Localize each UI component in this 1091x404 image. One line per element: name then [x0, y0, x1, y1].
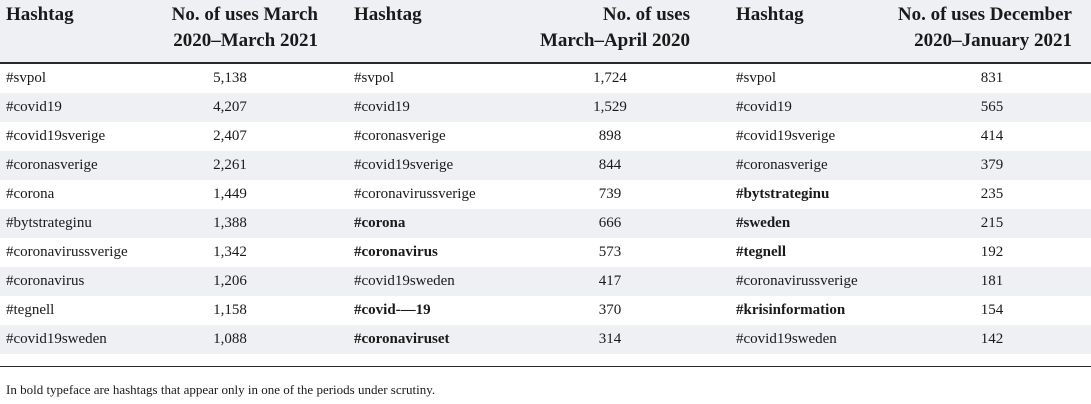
- hashtag-cell-col3: #svpol: [736, 70, 777, 86]
- hashtag-cell-col3: #covid19sweden: [736, 331, 837, 347]
- hashtag-cell-col3: #coronavirussverige: [736, 273, 858, 289]
- uses-cell-col3: 831: [980, 70, 1004, 86]
- hashtag-cell-col3: #covid19: [736, 99, 792, 115]
- hashtag-cell-col3: #bytstrateginu: [736, 186, 830, 202]
- header-uses-col3-line2: 2020–January 2021: [914, 30, 1072, 51]
- table-row: [0, 209, 1091, 238]
- hashtag-cell-col1: #bytstrateginu: [6, 215, 92, 231]
- uses-cell-col1: 2,407: [213, 128, 247, 144]
- hashtag-cell-col1: #tegnell: [6, 302, 55, 318]
- uses-cell-col1: 1,388: [213, 215, 247, 231]
- uses-cell-col2: 370: [598, 302, 622, 318]
- hashtag-cell-col3: #coronasverige: [736, 157, 828, 173]
- uses-cell-col1: 1,088: [213, 331, 247, 347]
- hashtag-cell-col3: #sweden: [736, 215, 791, 231]
- uses-cell-col1: 1,206: [213, 273, 247, 289]
- uses-cell-col3: 565: [980, 99, 1004, 115]
- uses-cell-col3: 414: [980, 128, 1004, 144]
- hashtag-cell-col2: #covid19sweden: [354, 273, 455, 289]
- hashtag-cell-col2: #covid19: [354, 99, 410, 115]
- header-uses-col1-line2: 2020–March 2021: [173, 30, 318, 51]
- hashtag-cell-col1: #corona: [6, 186, 55, 202]
- hashtag-cell-col1: #covid19: [6, 99, 62, 115]
- table-row: [0, 122, 1091, 151]
- header-uses-col3-line1: No. of uses December: [897, 4, 1072, 25]
- uses-cell-col1: 1,342: [213, 244, 247, 260]
- header-hashtag-col1: Hashtag: [6, 4, 74, 25]
- hashtag-cell-col1: #covid19sweden: [6, 331, 107, 347]
- header-hashtag-col2: Hashtag: [354, 4, 422, 25]
- hashtag-cell-col3: #covid19sverige: [736, 128, 836, 144]
- table-row: [0, 180, 1091, 209]
- hashtag-cell-col2: #coronavirussverige: [354, 186, 476, 202]
- uses-cell-col1: 4,207: [213, 99, 247, 115]
- uses-cell-col3: 154: [980, 302, 1004, 318]
- hashtag-cell-col2: #corona: [354, 215, 406, 231]
- uses-cell-col2: 1,724: [593, 70, 627, 86]
- table-header: [0, 0, 1091, 64]
- header-uses-col2: [500, 2, 690, 54]
- header-uses-col1-line1: No. of uses March: [171, 4, 318, 25]
- hashtag-cell-col3: #krisinformation: [736, 302, 846, 318]
- hashtag-cell-col1: #coronavirussverige: [6, 244, 128, 260]
- hashtag-cell-col2: #coronaviruset: [354, 331, 450, 347]
- hashtag-cell-col1: #svpol: [6, 70, 47, 86]
- header-uses-col2-line1: No. of uses: [602, 4, 690, 25]
- uses-cell-col3: 235: [980, 186, 1004, 202]
- table-footnote: In bold typeface are hashtags that appear only in one of the periods under scrutiny.: [6, 382, 436, 397]
- uses-cell-col2: 1,529: [593, 99, 627, 115]
- hashtag-cell-col2: #covid19sverige: [354, 157, 454, 173]
- header-uses-col3: [880, 2, 1072, 54]
- uses-cell-col3: 215: [980, 215, 1004, 231]
- uses-cell-col2: 314: [598, 331, 622, 347]
- uses-cell-col2: 666: [598, 215, 622, 231]
- header-hashtag-col3: Hashtag: [736, 4, 804, 25]
- uses-cell-col3: 379: [980, 157, 1004, 173]
- uses-cell-col2: 898: [598, 128, 622, 144]
- hashtag-cell-col1: #covid19sverige: [6, 128, 106, 144]
- hashtag-cell-col2: #coronasverige: [354, 128, 446, 144]
- table-row: [0, 296, 1091, 325]
- hashtag-cell-col1: #coronasverige: [6, 157, 98, 173]
- table-bottom-rule: [0, 366, 1091, 367]
- table-row: [0, 325, 1091, 354]
- uses-cell-col1: 2,261: [213, 157, 247, 173]
- uses-cell-col3: 192: [980, 244, 1004, 260]
- header-uses-col2-line2: March–April 2020: [539, 30, 690, 51]
- uses-cell-col1: 5,138: [213, 70, 247, 86]
- hashtag-cell-col2: #coronavirus: [354, 244, 438, 260]
- uses-cell-col2: 844: [598, 157, 622, 173]
- uses-cell-col1: 1,449: [213, 186, 247, 202]
- hashtag-cell-col3: #tegnell: [736, 244, 786, 260]
- table-row: [0, 64, 1091, 93]
- hashtag-cell-col1: #coronavirus: [6, 273, 85, 289]
- hashtag-cell-col2: #covid-—19: [354, 302, 431, 318]
- table-row: [0, 151, 1091, 180]
- uses-cell-col3: 142: [980, 331, 1004, 347]
- header-uses-col1: [150, 2, 318, 54]
- table-row: [0, 93, 1091, 122]
- uses-cell-col2: 573: [598, 244, 622, 260]
- uses-cell-col2: 739: [598, 186, 622, 202]
- uses-cell-col3: 181: [980, 273, 1004, 289]
- hashtag-cell-col2: #svpol: [354, 70, 395, 86]
- table-row: [0, 267, 1091, 296]
- table-row: [0, 238, 1091, 267]
- uses-cell-col1: 1,158: [213, 302, 247, 318]
- uses-cell-col2: 417: [598, 273, 622, 289]
